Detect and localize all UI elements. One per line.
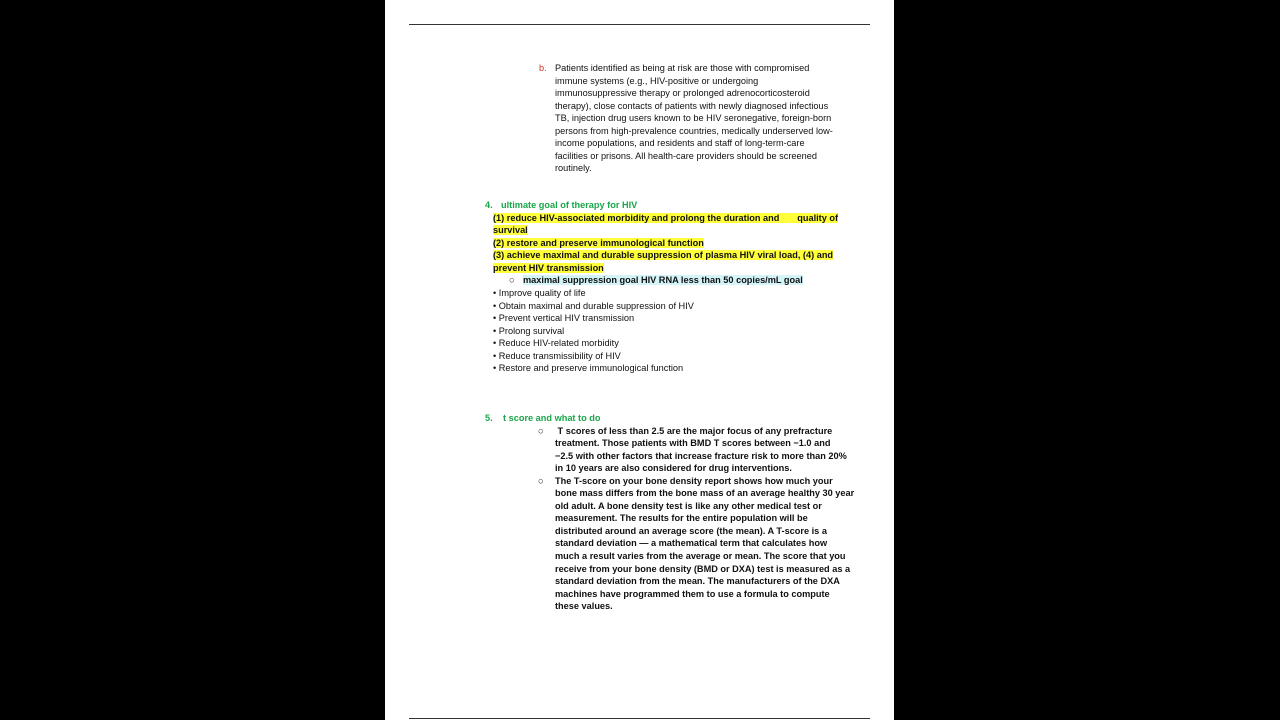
- bullet-marker: •: [493, 363, 497, 374]
- text-line: TB, injection drug users known to be HIV seronegative, foreign-born: [555, 113, 832, 124]
- text-line: in 10 years are also considered for drug interventions.: [555, 463, 792, 474]
- text-line: much a result varies from the average or mean. The score that you: [555, 550, 846, 561]
- item-b-marker: b.: [539, 63, 547, 73]
- list-item-text: Restore and preserve immunological function: [498, 363, 684, 374]
- highlight-line: maximal suppression goal HIV RNA less than 50 copies/mL goal: [523, 275, 803, 285]
- list-item: [493, 325, 694, 338]
- text-line: Patients identified as being at risk are those with compromised: [555, 63, 810, 73]
- text-line: income populations, and residents and staff of long-term-care: [555, 138, 805, 149]
- list-item: [493, 337, 694, 350]
- list-item: [493, 350, 694, 363]
- section-5-number: 5.: [485, 413, 493, 423]
- list-item-text: Obtain maximal and durable suppression of HIV: [498, 300, 694, 311]
- text-line: The T-score on your bone density report shows how much your: [555, 475, 833, 486]
- header-rule: [409, 24, 870, 25]
- text-line: −2.5 with other factors that increase fracture risk to more than 20%: [555, 450, 847, 461]
- t-score-paragraph-2: [555, 475, 855, 613]
- text-line: bone mass differs from the bone mass of an average healthy 30 year: [555, 488, 855, 499]
- highlight-line: (2) restore and preserve immunological function: [493, 237, 704, 248]
- text-line: facilities or prisons. All health-care providers should be screened: [555, 150, 817, 161]
- text-line: old adult. A bone density test is like any other medical test or: [555, 500, 822, 511]
- section-5-heading: t score and what to do: [503, 413, 601, 423]
- text-line: standard deviation — a mathematical term that calculates how: [555, 538, 828, 549]
- text-line: these values.: [555, 601, 613, 612]
- bullet-marker: •: [493, 350, 497, 361]
- t-score-paragraph-1: [555, 425, 855, 475]
- text-line: therapy), close contacts of patients with newly diagnosed infectious: [555, 100, 829, 111]
- highlight-line: (3) achieve maximal and durable suppression of plasma HIV viral load, (4) and: [493, 250, 834, 261]
- highlight-line: prevent HIV transmission: [493, 262, 604, 273]
- document-page: [385, 0, 894, 720]
- section-4-heading: ultimate goal of therapy for HIV: [501, 200, 638, 210]
- goals-bullet-list: [493, 287, 694, 375]
- highlight-line: (1) reduce HIV-associated morbidity and prolong the duration and quality of: [493, 212, 839, 223]
- sub-bullet-marker: ○: [538, 475, 544, 486]
- text-line: distributed around an average score (the mean). A T-score is a: [555, 525, 827, 536]
- sub-bullet-marker: ○: [538, 425, 544, 436]
- bullet-marker: •: [493, 325, 497, 336]
- bullet-marker: •: [493, 313, 497, 324]
- sub-bullet-marker: ○: [509, 275, 515, 285]
- list-item: [493, 300, 694, 313]
- suppression-goal: [523, 274, 803, 287]
- list-item: [493, 312, 694, 325]
- bullet-marker: •: [493, 300, 497, 311]
- item-b-paragraph: [555, 62, 855, 175]
- list-item-text: Prolong survival: [498, 325, 565, 336]
- text-line: T scores of less than 2.5 are the major focus of any prefracture: [555, 425, 833, 436]
- goals-highlighted: [493, 212, 843, 275]
- footer-rule: [409, 718, 870, 719]
- text-line: immunosuppressive therapy or prolonged adrenocorticosteroid: [555, 88, 810, 99]
- text-line: immune systems (e.g., HIV-positive or undergoing: [555, 75, 759, 86]
- list-item-text: Reduce transmissibility of HIV: [498, 350, 621, 361]
- section-4-number: 4.: [485, 200, 493, 210]
- bullet-marker: •: [493, 288, 497, 298]
- text-line: machines have programmed them to use a formula to compute: [555, 588, 830, 599]
- text-line: standard deviation from the mean. The manufacturers of the DXA: [555, 576, 840, 587]
- text-line: receive from your bone density (BMD or DXA) test is measured as a: [555, 563, 851, 574]
- list-item: [493, 287, 694, 300]
- highlight-line: survival: [493, 225, 528, 236]
- text-line: persons from high-prevalence countries, medically underserved low-: [555, 125, 833, 136]
- list-item-text: Reduce HIV-related morbidity: [498, 338, 619, 349]
- text-line: treatment. Those patients with BMD T scores between −1.0 and: [555, 438, 831, 449]
- text-line: measurement. The results for the entire population will be: [555, 513, 808, 524]
- list-item-text: Prevent vertical HIV transmission: [498, 313, 635, 324]
- text-line: routinely.: [555, 163, 592, 174]
- list-item-text: Improve quality of life: [498, 288, 586, 298]
- list-item: [493, 362, 694, 375]
- bullet-marker: •: [493, 338, 497, 349]
